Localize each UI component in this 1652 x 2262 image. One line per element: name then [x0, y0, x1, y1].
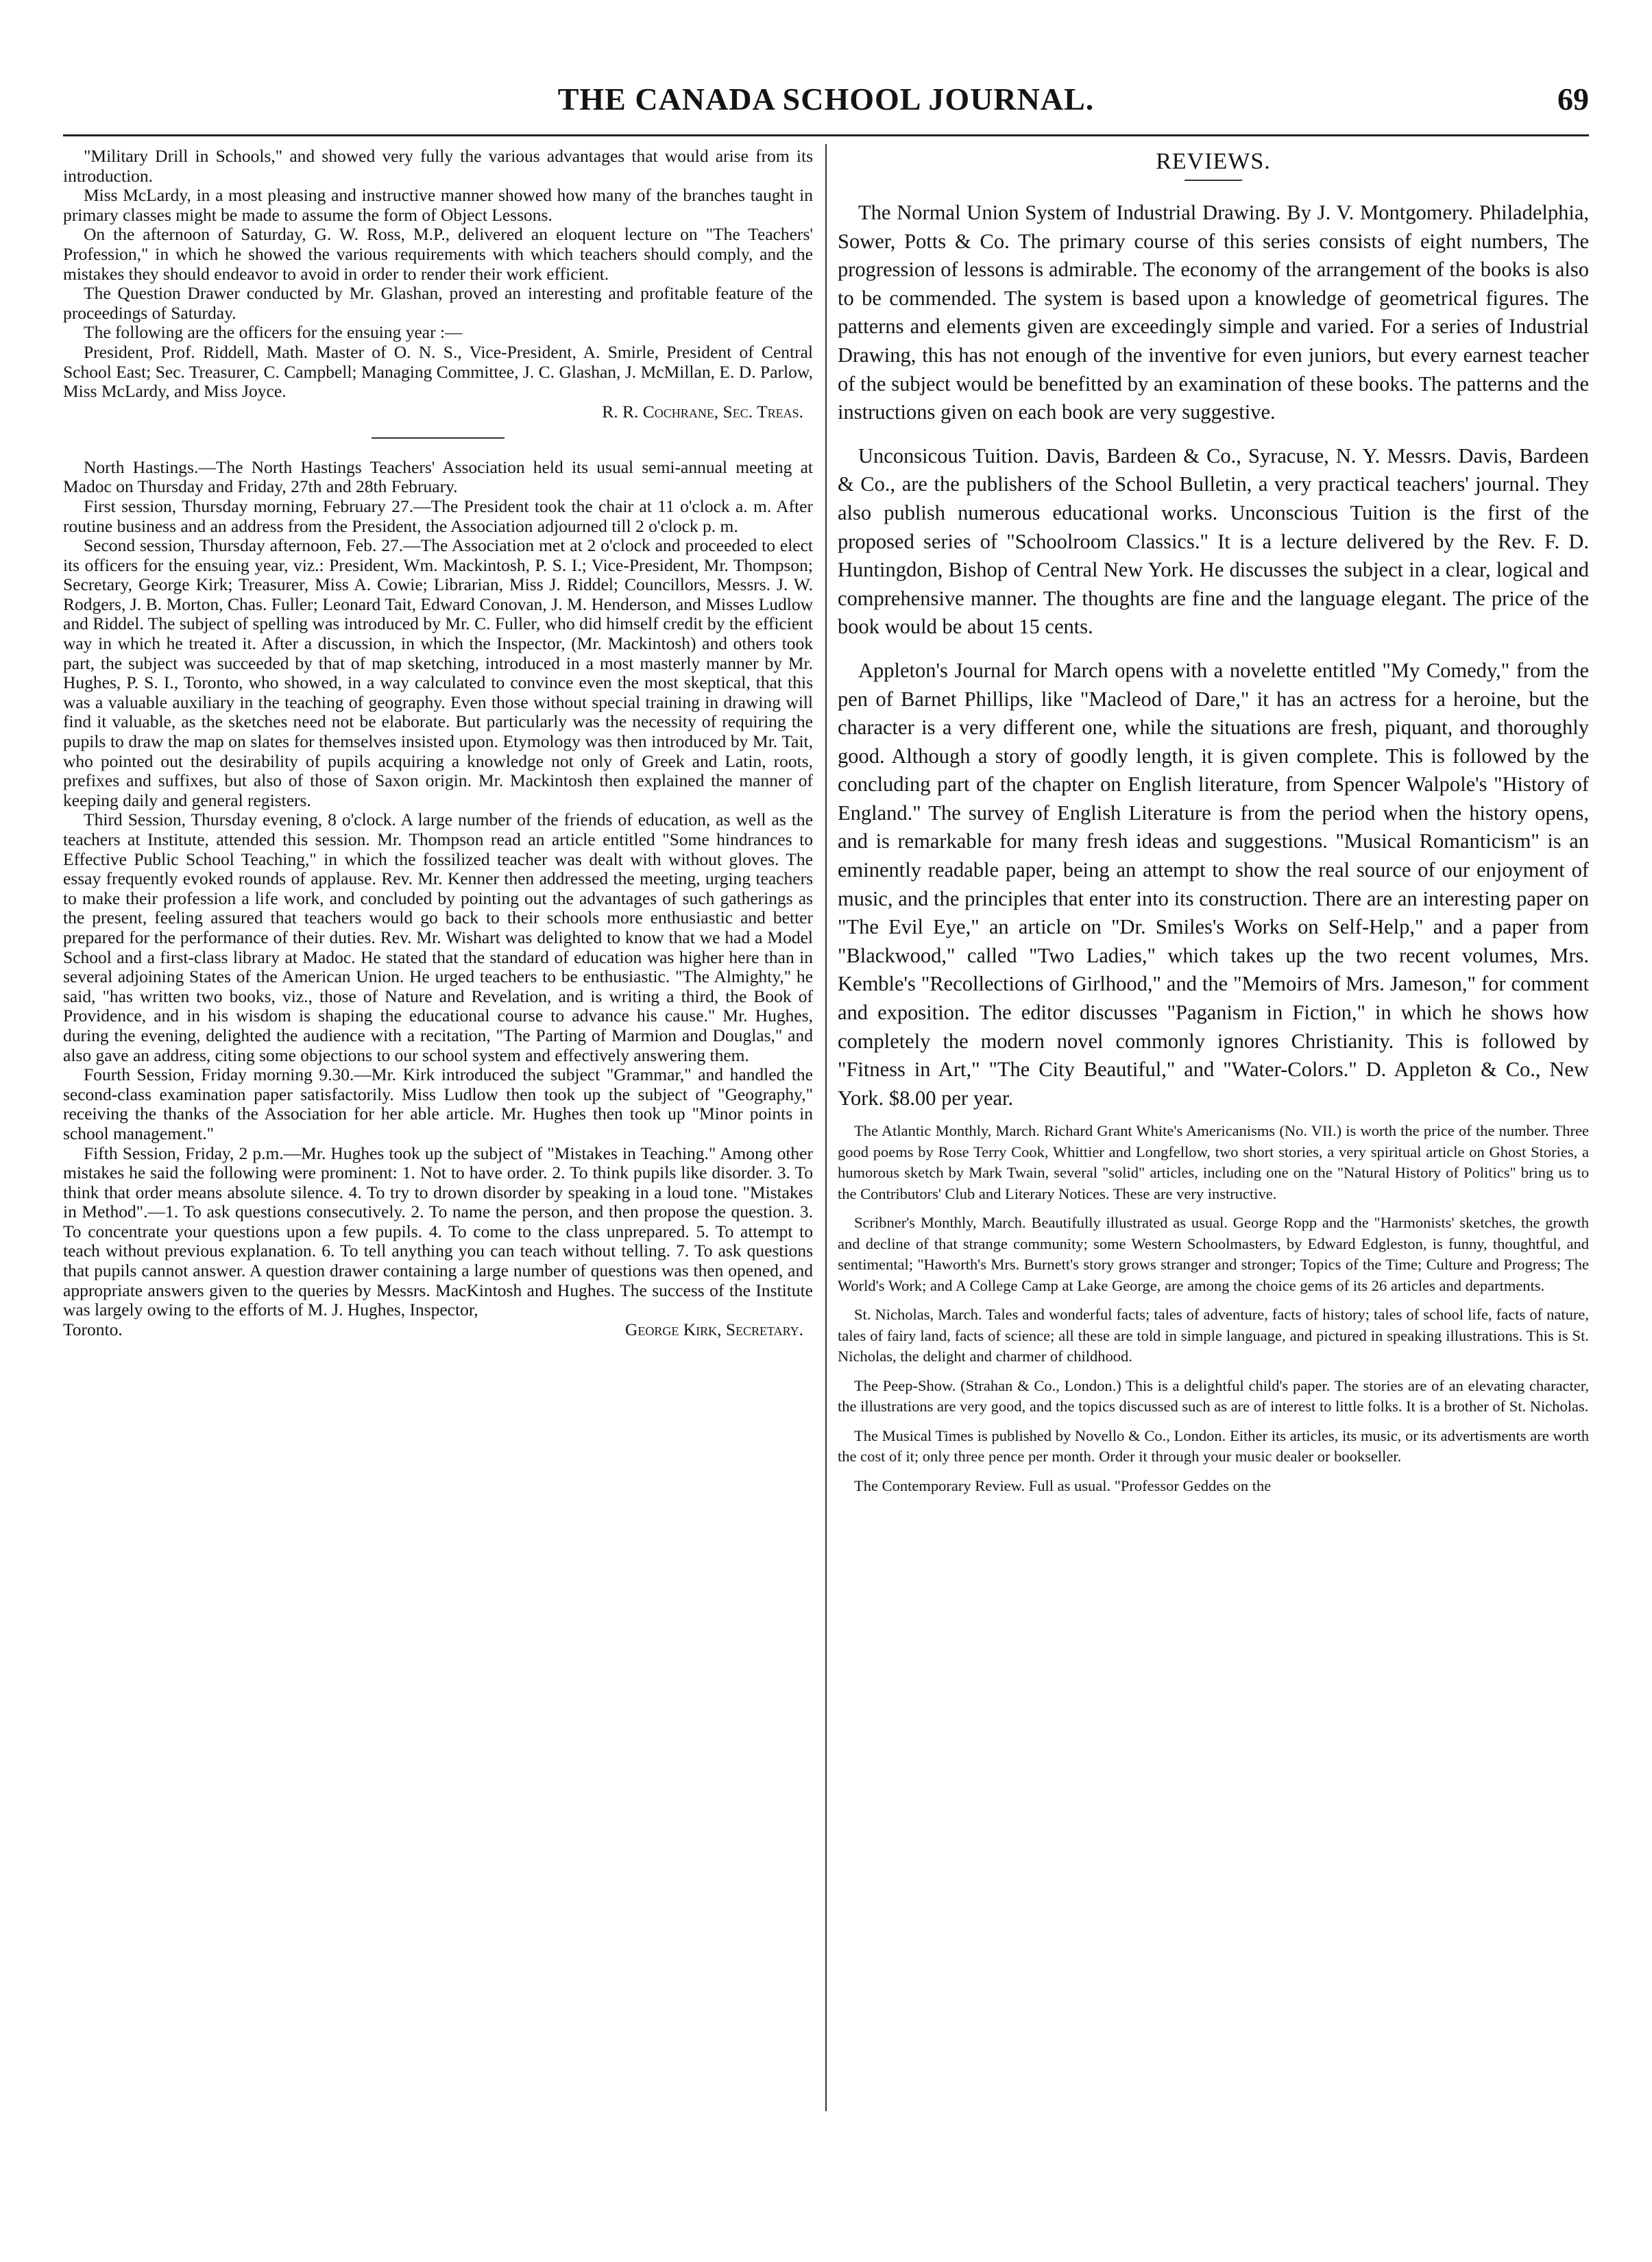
- review-entry: Unconsicous Tuition. Davis, Bardeen & Co., Syracuse, N. Y. Messrs. Davis, Bardeen & Co., are the publishers of the School Bulletin, a very practical teachers' journal. They also publish numerous educational works. Unconscious Tuition is the first of the proposed series of "Schoolroom Classics." It is a lecture delivered by the Rev. F. D. Huntingdon, Bishop of Central New York. He discusses the subject in a clear, logical and comprehensive manner. The thoughts are fine and the language elegant. The price of the book would be about 15 cents.: [838, 443, 1589, 639]
- notice-entry: The Atlantic Monthly, March. Richard Grant White's Americanisms (No. VII.) is worth the price of the number. Three good poems by Rose Terry Cook, Whittier and Longfellow, two short stories, a very spiritual article on Ghost Stories, a humorous sketch by Mark Twain, several "solid" articles, including one on the "Natural History of Politics" bring us to the Contributors' Club and Literary Notices. These are very instructive.: [838, 1122, 1589, 1202]
- section-heading: REVIEWS.: [1156, 149, 1271, 174]
- notice-entry: The Musical Times is published by Novello & Co., London. Either its articles, its music, or its advertisments are worth the cost of it; only three pence per month. Order it through your music dealer or bookseller.: [838, 1426, 1589, 1466]
- notice-entry: St. Nicholas, March. Tales and wonderful facts; tales of adventure, facts of history; tales of school life, facts of nature, tales of fairy land, facts of science; all these are told in simple language, and pictured in speaking illustrations. This is St. Nicholas, the delight and charmer of childhood.: [838, 1306, 1589, 1365]
- paragraph: Fifth Session, Friday, 2 p.m.—Mr. Hughes took up the subject of "Mistakes in Teaching." Among other mistakes he said the following were prominent: 1. Not to have order. 2. To think pupils like disorder. 3. To think that order means absolute silence. 4. To try to drown disorder by speaking in a loud tone. "Mistakes in Method".—1. To ask questions consecutively. 2. To name the person, and then propose the question. 3. To concentrate your questions upon a few pupils. 4. To come to the class unprepared. 5. To attempt to teach without previous explanation. 6. To tell anything you can teach without telling. 7. To ask questions that pupils cannot answer. A question drawer containing a large number of questions was then opened, and appropriate answers given to the queries by Messrs. MacKintosh and Hughes. The success of the Institute was largely owing to the efforts of M. J. Hughes, Inspector,: [63, 1143, 813, 1320]
- left-column: [63, 147, 813, 2121]
- journal-title: THE CANADA SCHOOL JOURNAL.: [557, 82, 1095, 117]
- heading-rule: [1185, 180, 1242, 181]
- page-header: [63, 81, 1589, 126]
- review-entry: Appleton's Journal for March opens with a novelette entitled "My Comedy," from the pen of Barnet Phillips, like "Macleod of Dare," it has an actress for a heroine, but the character is a very different one, while the situations are fresh, piquant, and thoroughly good. Although a story of goodly length, it is given complete. This is followed by the concluding part of the chapter on English literature, from Spencer Walpole's "History of England." The survey of English Literature is from the period when the history opens, and is remarkable for many fresh ideas and suggestions. "Musical Romanticism" is an eminently readable paper, being an attempt to show the real source of our enjoyment of music, and the principles that enter into its construction. There are an interesting paper on "The Evil Eye," an article on "Dr. Smiles's Works on Self-Help," and a paper from "Blackwood," called "Two Ladies," which takes up the two recent volumes, Mrs. Kemble's "Recollections of Girlhood," and the "Memoirs of Mrs. Jameson," for comment and exposition. The editor discusses "Paganism in Fiction," in which he shows how completely the modern novel commonly ignores Christianity. This is followed by "Fitness in Art," "The City Beautiful," and "Water-Colors." D. Appleton & Co., New York. $8.00 per year.: [838, 658, 1589, 1110]
- paragraph: Fourth Session, Friday morning 9.30.—Mr. Kirk introduced the subject "Grammar," and handled the second-class examination paper satisfactorily. Miss Ludlow then took up the subject of "Geography," receiving the thanks of the Association for her able article. Mr. Hughes then took up "Minor points in school management.": [63, 1065, 813, 1143]
- paragraph: President, Prof. Riddell, Math. Master of O. N. S., Vice-President, A. Smirle, President of Central School East; Sec. Treasurer, C. Campbell; Managing Committee, J. C. Glashan, J. McMillan, E. D. Parlow, Miss McLardy, and Miss Joyce.: [63, 341, 813, 402]
- signature: George Kirk, Secretary.: [624, 1319, 803, 1339]
- notice-entry: The Contemporary Review. Full as usual. "Professor Geddes on the: [854, 1476, 1272, 1494]
- paragraph: First session, Thursday morning, February 27.—The President took the chair at 11 o'clock a. m. After routine business and an address from the President, the Association adjourned till 2 o'clock p. m.: [63, 496, 813, 536]
- signature: R. R. Cochrane, Sec. Treas.: [602, 401, 803, 422]
- paragraph: The Question Drawer conducted by Mr. Glashan, proved an interesting and profitable feature of the proceedings of Saturday.: [63, 283, 813, 323]
- closing-line: [63, 1320, 813, 1340]
- paragraph: Second session, Thursday afternoon, Feb. 27.—The Association met at 2 o'clock and proceeded to elect its officers for the ensuing year, viz.: President, Wm. Mackintosh, P. S. I.; Vice-President, Mr. Thompson; Secretary, George Kirk; Treasurer, Miss A. Cowie; Librarian, Miss J. Riddel; Councillors, Messrs. J. W. Rodgers, J. B. Morton, Chas. Fuller; Leonard Tait, Edward Conovan, J. M. Henderson, and Misses Ludlow and Riddel. The subject of spelling was introduced by Mr. C. Fuller, who did himself credit by the efficient way in which he treated it. After a discussion, in which the Inspector, (Mr. Mackintosh) and others took part, the subject was succeeded by that of map sketching, introduced in a most masterly manner by Mr. Hughes, P. S. I., Toronto, who showed, in a way calculated to convince even the most skeptical, that this was a valuable auxiliary in the teaching of geography. Even those without special training in drawing will find it valuable, as the sketches need not be elaborate. But particularly was the necessity of requiring the pupils to draw the map on slates for themselves insisted upon. Etymology was then introduced by Mr. Tait, who pointed out the desirability of pupils acquiring a knowledge not only of Greek and Latin, roots, prefixes and suffixes, but also of those of Saxon origin. Mr. Mackintosh then explained the manner of keeping daily and general registers.: [63, 535, 813, 810]
- column-divider: [825, 144, 827, 2111]
- section-rule: [372, 437, 505, 439]
- review-entry: The Normal Union System of Industrial Drawing. By J. V. Montgomery. Philadelphia, Sower, Potts & Co. The primary course of this series consists of eight numbers, The progression of lessons is admirable. The economy of the arrangement of the books is also to be commended. The system is based upon a knowledge of geometrical figures. The patterns and elements given are exceedingly simple and varied. For a series of Industrial Drawing, this has not enough of the inventive for even juniors, but every earnest teacher of the subject would be benefitted by an examination of these books. The patterns and the instructions given on each book are very suggestive.: [838, 201, 1589, 424]
- paragraph: On the afternoon of Saturday, G. W. Ross, M.P., delivered an eloquent lecture on "The Teachers' Profession," in which he showed the various requirements with which teachers should comply, and the mistakes they should endeavor to avoid in order to render their work efficient.: [63, 224, 813, 284]
- header-rule: [63, 134, 1589, 136]
- page-number: 69: [1557, 82, 1589, 117]
- paragraph: "Military Drill in Schools," and showed very fully the various advantages that would arise from its introduction.: [63, 147, 813, 186]
- paragraph: Third Session, Thursday evening, 8 o'clock. A large number of the friends of education, as well as the teachers at Institute, attended this session. Mr. Thompson read an article entitled "Some hindrances to Effective Public School Teaching," in which the fossilized teacher was dealt with without gloves. The essay frequently evoked rounds of applause. Rev. Mr. Kenner then addressed the meeting, urging teachers to make their profession a life work, and concluded by pointing out the advantages of such gatherings as the present, feeling assured that teachers would go back to their schools more enthusiastic and better prepared for the performance of their duties. Rev. Mr. Wishart was delighted to know that we had a Model School and a first-class library at Madoc. He stated that the standard of education was higher here than in several adjoining States of the American Union. He urged teachers to be enthusiastic. "The Almighty," he said, "has written two books, viz., those of Nature and Revelation, and is writing a third, the Book of Providence, and in his wisdom is shaping the educational course to advance his cause." Mr. Hughes, during the evening, delighted the audience with a recitation, "The Parting of Marmion and Douglas," and also gave an address, citing some objections to our school system and effectively answering them.: [63, 810, 813, 1065]
- notice-entry: Scribner's Monthly, March. Beautifully illustrated as usual. George Ropp and the "Harmonists' sketches, the growth and decline of that strange community; some Western Schoolmasters, by Edward Edgleston, is funny, thoughtful, and sentimental; "Haworth's Mrs. Burnett's story grows stranger and stronger; Topics of the Time; Culture and Progress; The World's Work; and A College Camp at Lake George, are among the choice gems of its 26 articles and departments.: [838, 1214, 1589, 1294]
- notice-entry: The Peep-Show. (Strahan & Co., London.) This is a delightful child's paper. The stories are of an elevating character, the illustrations are very good, and the topics discussed such as are of interest to little folks. It is a brother of St. Nicholas.: [838, 1376, 1589, 1415]
- paragraph: Miss McLardy, in a most pleasing and instructive manner showed how many of the branches taught in primary classes might be made to assume the form of Object Lessons.: [63, 185, 813, 225]
- closing-place: Toronto.: [63, 1319, 123, 1339]
- paragraph: The following are the officers for the ensuing year :—: [84, 322, 463, 343]
- right-column: [838, 147, 1589, 2121]
- paragraph: North Hastings.—The North Hastings Teachers' Association held its usual semi-annual meeting at Madoc on Thursday and Friday, 27th and 28th February.: [63, 457, 813, 497]
